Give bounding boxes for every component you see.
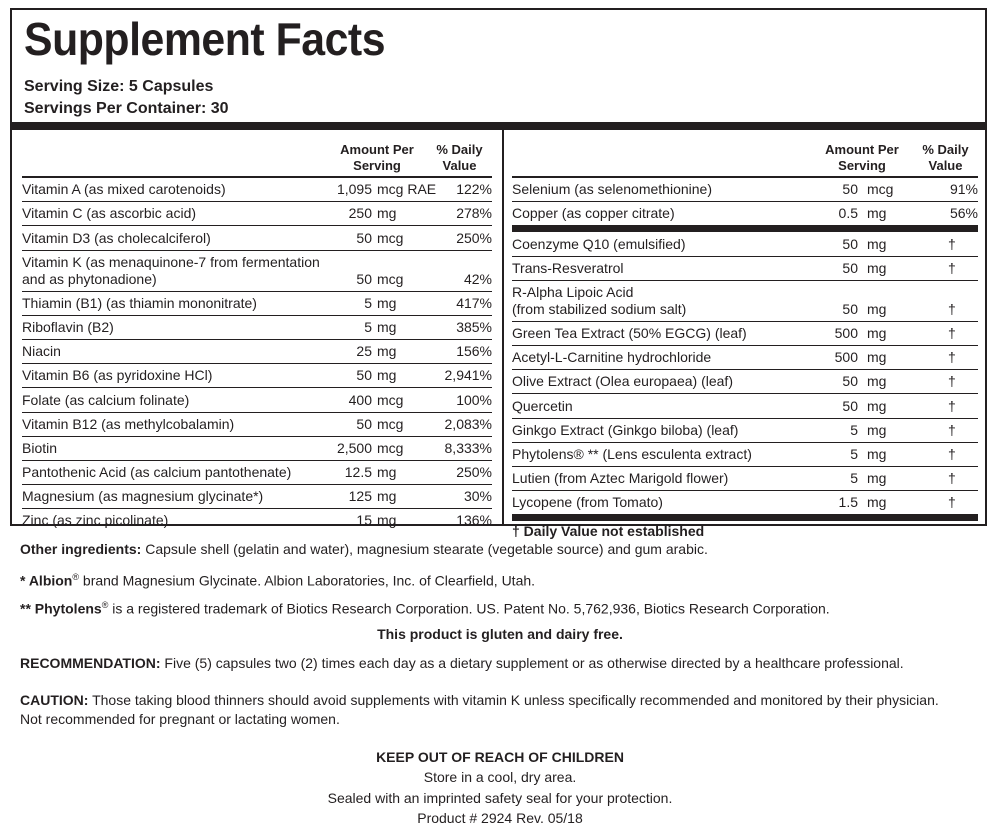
left-header — [22, 130, 492, 178]
nutrient-unit: mg — [867, 445, 887, 462]
table-row — [512, 346, 978, 370]
nutrient-name: Lycopene (from Tomato) — [512, 494, 663, 511]
nutrient-name: Selenium (as selenomethionine) — [512, 181, 712, 198]
gluten-free-note: This product is gluten and dairy free. — [377, 626, 623, 642]
nutrient-name: Vitamin K (as menaquinone-7 from fermentation and as phytonadione) — [22, 253, 320, 287]
nutrient-name: Olive Extract (Olea europaea) (leaf) — [512, 373, 733, 390]
nutrient-amount: 125 — [348, 488, 372, 505]
right-column — [512, 130, 978, 539]
table-row — [22, 388, 492, 412]
daily-value: 30% — [463, 488, 492, 505]
nutrient-unit: mcg — [377, 229, 404, 246]
amount-header: Amount Per Serving — [825, 142, 899, 173]
nutrient-amount: 50 — [356, 270, 372, 287]
phytolens-note: ** Phytolens® is a registered trademark of Biotics Research Corporation. US. Patent No. 5,762,936, Biotics Research Corporation. — [20, 600, 830, 617]
nutrient-unit: mg — [377, 367, 397, 384]
nutrient-name: Trans-Resveratrol — [512, 259, 624, 276]
serving-size: Serving Size: 5 Capsules — [24, 78, 214, 95]
nutrient-name: Pantothenic Acid (as calcium pantothenate) — [22, 464, 292, 481]
nutrient-name: Acetyl-L-Carnitine hydrochloride — [512, 349, 712, 366]
right-header — [512, 130, 978, 178]
daily-value: † — [948, 445, 956, 462]
nutrient-name: Biotin — [22, 439, 58, 456]
nutrient-amount: 50 — [842, 235, 858, 252]
table-row — [22, 226, 492, 250]
daily-value: 2,083% — [444, 415, 492, 432]
nutrient-unit: mg — [867, 373, 887, 390]
table-row — [512, 467, 978, 491]
daily-value: † — [948, 397, 956, 414]
table-row — [22, 485, 492, 509]
nutrient-name: Quercetin — [512, 397, 573, 414]
nutrient-unit: mcg — [377, 391, 404, 408]
nutrient-unit: mcg — [377, 415, 404, 432]
right-rows-a — [512, 178, 978, 225]
nutrient-amount: 5 — [364, 318, 372, 335]
nutrient-unit: mg — [377, 488, 397, 505]
nutrient-unit: mg — [377, 294, 397, 311]
daily-value: † — [948, 259, 956, 276]
supplement-facts-panel — [10, 8, 987, 540]
nutrient-amount: 15 — [356, 512, 372, 529]
daily-value: 8,333% — [444, 439, 492, 456]
nutrient-amount: 0.5 — [838, 205, 858, 222]
daily-value: 250% — [456, 464, 492, 481]
nutrient-name: Niacin — [22, 343, 61, 360]
keep-out-warning: KEEP OUT OF REACH OF CHILDREN — [376, 749, 624, 765]
nutrient-name: Vitamin B6 (as pyridoxine HCl) — [22, 367, 213, 384]
nutrient-name: Vitamin D3 (as cholecalciferol) — [22, 229, 211, 246]
nutrient-unit: mcg — [867, 181, 894, 198]
daily-value: 250% — [456, 229, 492, 246]
nutrient-amount: 12.5 — [344, 464, 372, 481]
nutrient-amount: 50 — [842, 397, 858, 414]
nutrient-name: Copper (as copper citrate) — [512, 205, 675, 222]
nutrient-name: Magnesium (as magnesium glycinate*) — [22, 488, 264, 505]
table-row — [22, 292, 492, 316]
nutrient-name: Riboflavin (B2) — [22, 318, 114, 335]
nutrient-amount: 5 — [850, 470, 858, 487]
daily-value: 100% — [456, 391, 492, 408]
nutrient-amount: 50 — [842, 300, 858, 317]
nutrient-amount: 5 — [850, 445, 858, 462]
daily-value: † — [948, 349, 956, 366]
table-row — [22, 178, 492, 202]
daily-value: † — [948, 235, 956, 252]
table-row — [512, 370, 978, 394]
product-number: Product # 2924 Rev. 05/18 — [417, 810, 583, 826]
table-row — [22, 364, 492, 388]
table-row — [512, 394, 978, 418]
nutrient-unit: mg — [377, 343, 397, 360]
daily-value: 278% — [456, 205, 492, 222]
servings-per-container: Servings Per Container: 30 — [24, 100, 229, 117]
nutrient-amount: 50 — [356, 415, 372, 432]
nutrient-unit: mg — [377, 464, 397, 481]
nutrient-amount: 1.5 — [838, 494, 858, 511]
nutrient-name: Vitamin C (as ascorbic acid) — [22, 205, 197, 222]
daily-value: † — [948, 324, 956, 341]
table-row — [512, 281, 978, 322]
nutrient-name: Folate (as calcium folinate) — [22, 391, 190, 408]
daily-value: 56% — [949, 205, 978, 222]
nutrient-unit: mg — [867, 300, 887, 317]
nutrient-amount: 2,500 — [336, 439, 372, 456]
daily-value: † — [948, 421, 956, 438]
thick-rule — [512, 514, 978, 521]
caution: CAUTION: Those taking blood thinners should avoid supplements with vitamin K unless specifically recommended and monitored by their physician. Not recommended for pregnant or lactating women. — [20, 692, 939, 727]
nutrient-amount: 1,095 — [336, 181, 372, 198]
dv-header: % Daily Value — [436, 142, 483, 173]
daily-value: 136% — [456, 512, 492, 529]
nutrient-amount: 250 — [348, 205, 372, 222]
nutrient-unit: mg — [867, 259, 887, 276]
nutrient-unit: mg — [867, 205, 887, 222]
nutrient-unit: mg — [867, 324, 887, 341]
table-row — [22, 316, 492, 340]
table-row — [22, 251, 492, 292]
nutrient-unit: mg — [867, 349, 887, 366]
nutrient-unit: mg — [377, 318, 397, 335]
thick-rule — [512, 225, 978, 232]
nutrient-unit: mg — [867, 494, 887, 511]
top-bar — [12, 122, 985, 130]
table-row — [512, 322, 978, 346]
nutrient-unit: mg — [867, 470, 887, 487]
nutrient-unit: mcg — [377, 270, 404, 287]
nutrient-name: Vitamin B12 (as methylcobalamin) — [22, 415, 235, 432]
daily-value: 385% — [456, 318, 492, 335]
nutrient-name: Coenzyme Q10 (emulsified) — [512, 235, 686, 252]
daily-value: 91% — [949, 181, 978, 198]
daily-value: 2,941% — [444, 367, 492, 384]
amount-header: Amount Per Serving — [340, 142, 414, 173]
other-ingredients: Other ingredients: Capsule shell (gelatin and water), magnesium stearate (vegetable source) and gum arabic. — [20, 541, 708, 557]
nutrient-amount: 50 — [842, 373, 858, 390]
nutrient-unit: mcg — [377, 439, 404, 456]
nutrient-amount: 5 — [850, 421, 858, 438]
seal-note: Sealed with an imprinted safety seal for your protection. — [327, 790, 673, 806]
table-row — [22, 340, 492, 364]
daily-value: † — [948, 470, 956, 487]
nutrient-amount: 500 — [834, 349, 858, 366]
table-row — [22, 437, 492, 461]
left-rows — [22, 178, 492, 532]
nutrient-name: Zinc (as zinc picolinate) — [22, 512, 169, 529]
table-row — [512, 443, 978, 467]
recommendation: RECOMMENDATION: Five (5) capsules two (2) times each day as a dietary supplement or as otherwise directed by a healthcare professional. — [20, 655, 904, 671]
daily-value: 122% — [456, 181, 492, 198]
table-row — [22, 202, 492, 226]
nutrient-unit: mg — [867, 397, 887, 414]
nutrient-unit: mg — [867, 421, 887, 438]
nutrient-name: Lutien (from Aztec Marigold flower) — [512, 470, 729, 487]
daily-value: 42% — [463, 270, 492, 287]
table-row — [512, 257, 978, 281]
nutrient-name: Ginkgo Extract (Ginkgo biloba) (leaf) — [512, 421, 739, 438]
left-column — [22, 130, 492, 532]
nutrient-unit: mcg RAE — [377, 181, 437, 198]
table-row — [22, 461, 492, 485]
storage-note: Store in a cool, dry area. — [423, 769, 577, 785]
nutrient-amount: 50 — [842, 181, 858, 198]
panel-title: Supplement Facts — [24, 13, 386, 65]
daily-value: 156% — [456, 343, 492, 360]
table-row — [22, 509, 492, 532]
nutrient-amount: 50 — [842, 259, 858, 276]
nutrient-amount: 400 — [348, 391, 372, 408]
daily-value: † — [948, 300, 956, 317]
nutrient-unit: mg — [377, 512, 397, 529]
daily-value: 417% — [456, 294, 492, 311]
table-row — [512, 202, 978, 225]
right-rows-b — [512, 232, 978, 514]
nutrient-amount: 50 — [356, 367, 372, 384]
nutrient-name: Vitamin A (as mixed carotenoids) — [22, 181, 226, 198]
nutrient-amount: 500 — [834, 324, 858, 341]
nutrient-unit: mg — [377, 205, 397, 222]
dv-note: † Daily Value not established — [512, 523, 705, 540]
nutrient-name: Phytolens® ** (Lens esculenta extract) — [512, 445, 752, 462]
daily-value: † — [948, 373, 956, 390]
nutrient-unit: mg — [867, 235, 887, 252]
nutrient-name: Thiamin (B1) (as thiamin mononitrate) — [22, 294, 257, 311]
nutrient-amount: 25 — [356, 343, 372, 360]
table-row — [512, 491, 978, 514]
table-row — [512, 419, 978, 443]
nutrient-amount: 50 — [356, 229, 372, 246]
table-row — [22, 413, 492, 437]
nutrient-name: Green Tea Extract (50% EGCG) (leaf) — [512, 324, 747, 341]
table-row — [512, 232, 978, 256]
table-row — [512, 178, 978, 202]
column-divider — [502, 130, 504, 526]
dv-header: % Daily Value — [922, 142, 969, 173]
albion-note: * Albion® brand Magnesium Glycinate. Albion Laboratories, Inc. of Clearfield, Utah. — [20, 572, 536, 589]
daily-value: † — [948, 494, 956, 511]
nutrient-name: R-Alpha Lipoic Acid (from stabilized sodium salt) — [512, 283, 687, 317]
nutrient-amount: 5 — [364, 294, 372, 311]
